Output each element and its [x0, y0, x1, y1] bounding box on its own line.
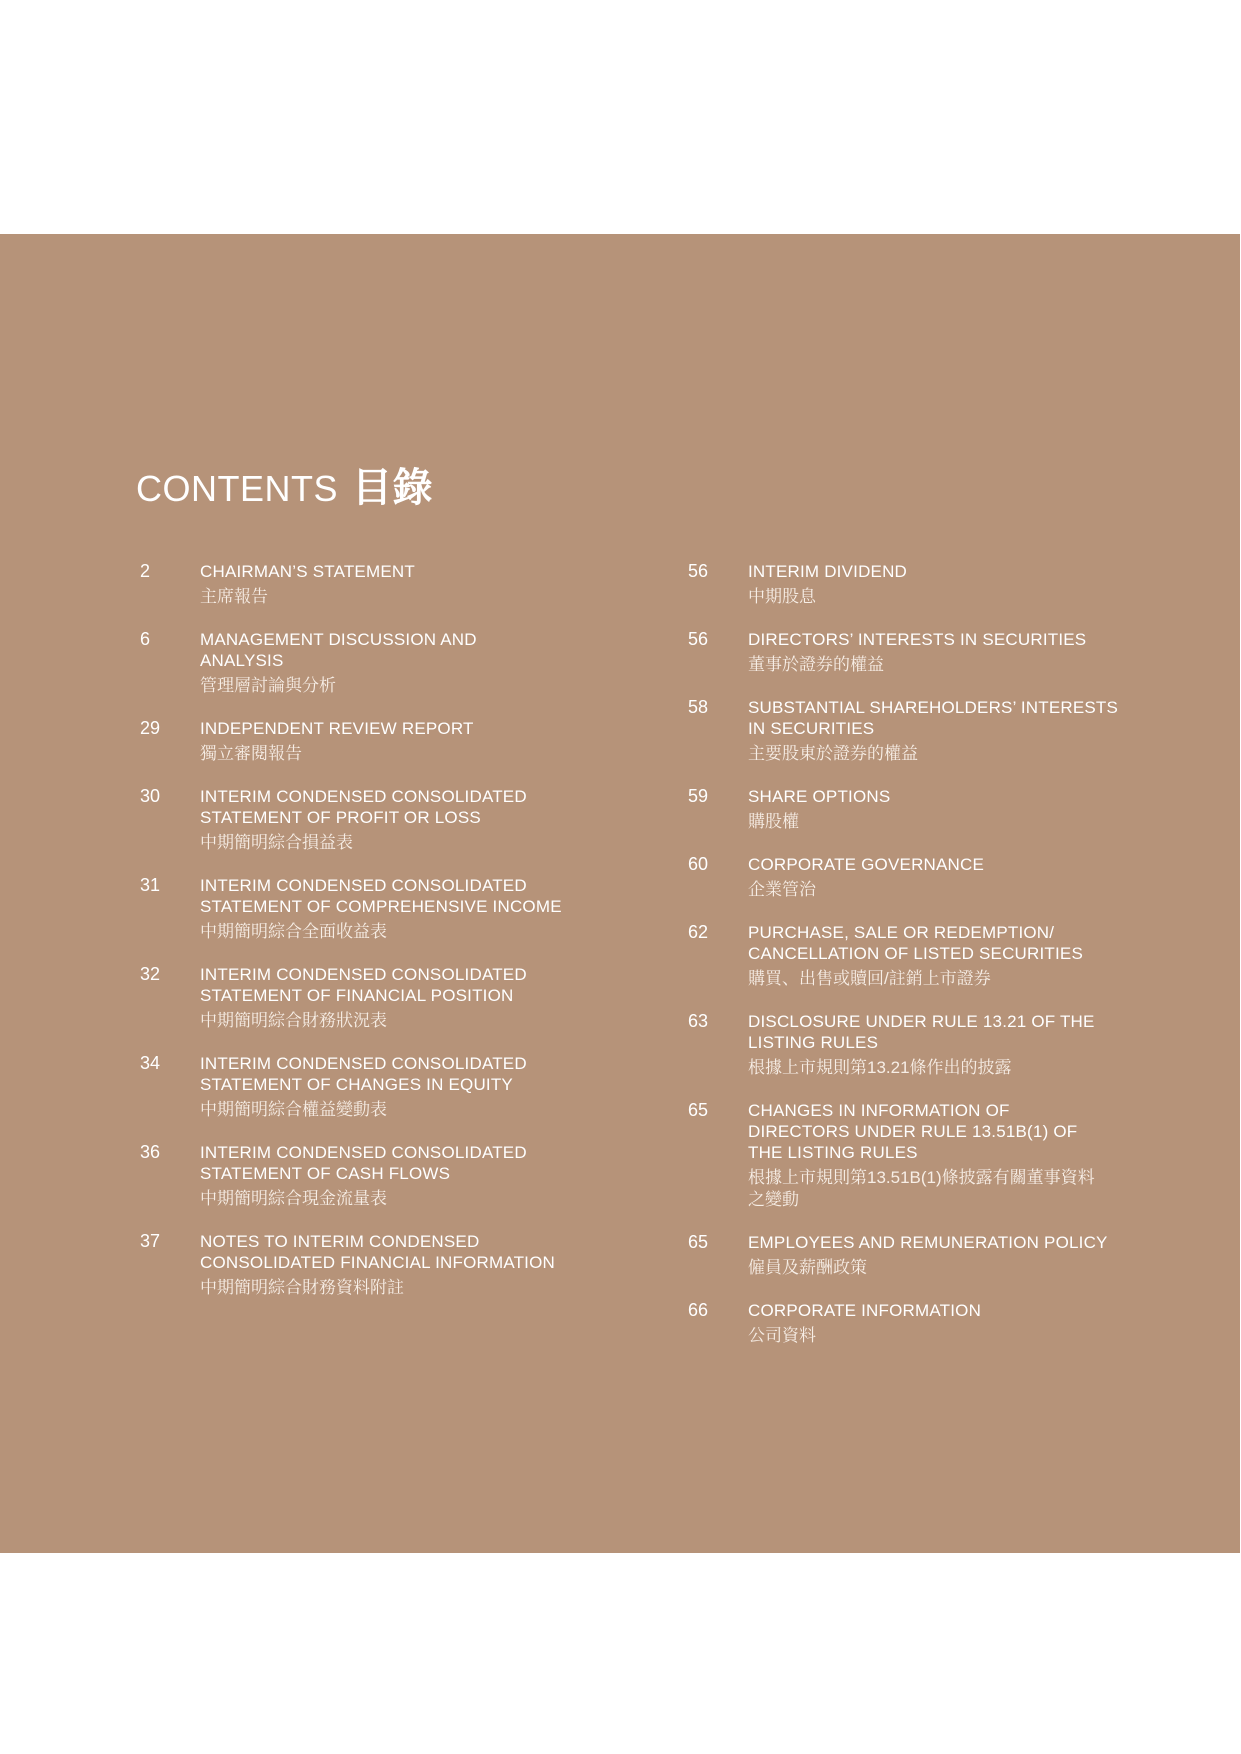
toc-entry[interactable]	[136, 1142, 616, 1210]
toc-entry[interactable]	[684, 697, 1164, 765]
toc-title-en: SHARE OPTIONS	[748, 787, 891, 806]
toc-title-zh: 公司資料	[748, 1326, 816, 1345]
toc-title-zh: 中期簡明綜合全面收益表	[200, 922, 387, 941]
title-zh: 目錄	[352, 466, 433, 510]
toc-page-number: 32	[140, 964, 161, 984]
toc-page-number: 56	[688, 629, 709, 649]
toc-page-number: 31	[140, 875, 161, 895]
page-title	[136, 456, 433, 513]
toc-title-en: INTERIM CONDENSED CONSOLIDATED STATEMENT OF CHANGES IN EQUITY	[200, 1054, 527, 1094]
toc-entry[interactable]	[684, 561, 1164, 608]
toc-page-number: 65	[688, 1232, 709, 1252]
toc-title-en: EMPLOYEES AND REMUNERATION POLICY	[748, 1233, 1108, 1252]
toc-title-zh: 管理層討論與分析	[200, 676, 336, 695]
toc-entry[interactable]	[136, 718, 616, 765]
toc-title-zh: 根據上市規則第13.51B(1)條披露有關董事資料 之變動	[748, 1168, 1095, 1209]
toc-title-zh: 董事於證券的權益	[748, 655, 884, 674]
toc-title-zh: 中期簡明綜合財務狀況表	[200, 1011, 387, 1030]
toc-title-en: CHAIRMAN’S STATEMENT	[200, 562, 415, 581]
toc-entry[interactable]	[684, 922, 1164, 990]
toc-title-zh: 中期簡明綜合損益表	[200, 833, 353, 852]
title-en: CONTENTS	[136, 468, 338, 509]
toc-page-number: 29	[140, 718, 161, 738]
toc-title-en: INTERIM CONDENSED CONSOLIDATED STATEMENT OF PROFIT OR LOSS	[200, 787, 527, 827]
toc-title-zh: 中期股息	[748, 587, 816, 606]
toc-title-zh: 購股權	[748, 812, 799, 831]
toc-title-en: INTERIM CONDENSED CONSOLIDATED STATEMENT OF CASH FLOWS	[200, 1143, 527, 1183]
toc-title-zh: 中期簡明綜合財務資料附註	[200, 1278, 404, 1297]
toc-entry[interactable]	[136, 1231, 616, 1299]
toc-title-zh: 企業管治	[748, 880, 816, 899]
toc-title-zh: 主席報告	[200, 587, 268, 606]
toc-entry[interactable]	[684, 629, 1164, 676]
toc-title-en: INTERIM DIVIDEND	[748, 562, 908, 581]
toc-page-number: 2	[140, 561, 151, 581]
toc-entry[interactable]	[684, 786, 1164, 833]
toc-title-zh: 中期簡明綜合權益變動表	[200, 1100, 387, 1119]
toc-title-zh: 主要股東於證券的權益	[748, 744, 918, 763]
toc-page-number: 56	[688, 561, 709, 581]
toc-page-number: 59	[688, 786, 709, 806]
toc-entry[interactable]	[136, 786, 616, 854]
toc-title-en: INTERIM CONDENSED CONSOLIDATED STATEMENT OF COMPREHENSIVE INCOME	[200, 876, 562, 916]
toc-title-en: DISCLOSURE UNDER RULE 13.21 OF THE LISTING RULES	[748, 1012, 1095, 1052]
toc-page-number: 63	[688, 1011, 709, 1031]
toc-title-zh: 中期簡明綜合現金流量表	[200, 1189, 387, 1208]
toc-title-en: NOTES TO INTERIM CONDENSED CONSOLIDATED FINANCIAL INFORMATION	[200, 1232, 556, 1272]
toc-page-number: 60	[688, 854, 709, 874]
toc-entry[interactable]	[684, 1011, 1164, 1079]
toc-page-number: 65	[688, 1100, 709, 1120]
toc-page-number: 34	[140, 1053, 161, 1073]
toc-title-en: MANAGEMENT DISCUSSION AND ANALYSIS	[200, 630, 477, 670]
toc-left-column	[136, 561, 616, 1320]
toc-entry[interactable]	[136, 875, 616, 943]
toc-title-en: CHANGES IN INFORMATION OF DIRECTORS UNDER RULE 13.51B(1) OF THE LISTING RULES	[748, 1101, 1078, 1162]
toc-entry[interactable]	[136, 1053, 616, 1121]
toc-page-number: 62	[688, 922, 709, 942]
toc-title-zh: 購買、出售或贖回/註銷上市證券	[748, 969, 991, 988]
toc-page-number: 30	[140, 786, 161, 806]
toc-title-en: INDEPENDENT REVIEW REPORT	[200, 719, 474, 738]
toc-title-en: CORPORATE INFORMATION	[748, 1301, 982, 1320]
toc-title-en: DIRECTORS’ INTERESTS IN SECURITIES	[748, 630, 1087, 649]
toc-title-en: PURCHASE, SALE OR REDEMPTION/ CANCELLATION OF LISTED SECURITIES	[748, 923, 1084, 963]
toc-entry[interactable]	[136, 964, 616, 1032]
toc-title-en: SUBSTANTIAL SHAREHOLDERS’ INTERESTS IN SECURITIES	[748, 698, 1119, 738]
toc-title-zh: 獨立審閱報告	[200, 744, 302, 763]
toc-page-number: 37	[140, 1231, 161, 1251]
toc-title-en: CORPORATE GOVERNANCE	[748, 855, 985, 874]
toc-entry[interactable]	[684, 1100, 1164, 1211]
toc-entry[interactable]	[136, 561, 616, 608]
toc-page-number: 58	[688, 697, 709, 717]
toc-entry[interactable]	[684, 1232, 1164, 1279]
toc-page-number: 6	[140, 629, 151, 649]
toc-title-zh: 根據上市規則第13.21條作出的披露	[748, 1058, 1012, 1077]
toc-page-number: 36	[140, 1142, 161, 1162]
toc-right-column	[684, 561, 1164, 1368]
toc-title-en: INTERIM CONDENSED CONSOLIDATED STATEMENT OF FINANCIAL POSITION	[200, 965, 527, 1005]
toc-page-number: 66	[688, 1300, 709, 1320]
toc-entry[interactable]	[136, 629, 616, 697]
toc-entry[interactable]	[684, 1300, 1164, 1347]
toc-title-zh: 僱員及薪酬政策	[748, 1258, 867, 1277]
toc-entry[interactable]	[684, 854, 1164, 901]
